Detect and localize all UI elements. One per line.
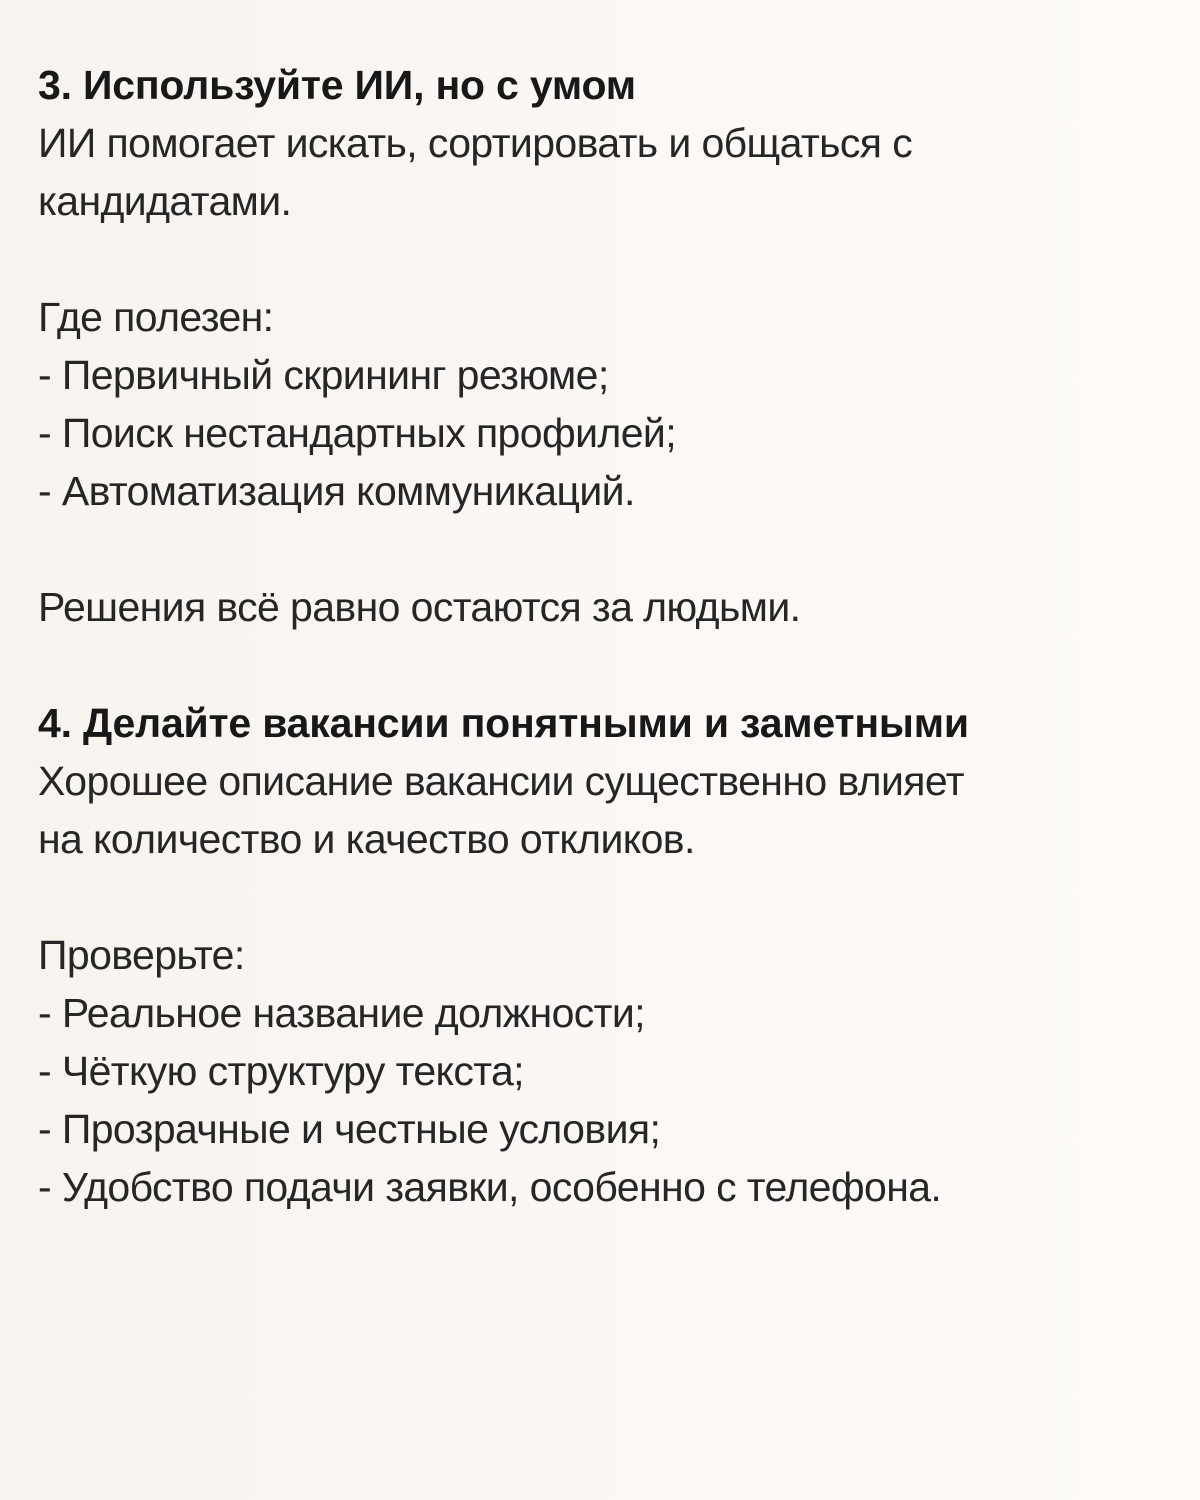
list-item: - Первичный скрининг резюме; [38,352,609,398]
list-item: - Поиск нестандартных профилей; [38,410,677,456]
section-vacancies-description-line-2: на количество и качество откликов. [38,816,695,862]
list-item: - Автоматизация коммуникаций. [38,468,635,514]
section-vacancies-list-heading: Проверьте: [38,932,245,978]
list-item: - Чёткую структуру текста; [38,1048,524,1094]
list-item: - Реальное название должности; [38,990,645,1036]
section-ai-list-heading: Где полезен: [38,294,274,340]
section-vacancies [38,694,1200,1216]
section-ai-description-line-1: ИИ помогает искать, сортировать и общаться с [38,120,913,166]
section-ai-list [38,346,1200,520]
section-vacancies-list [38,984,1200,1216]
spacer [38,520,1200,578]
section-ai-conclusion: Решения всё равно остаются за людьми. [38,584,801,630]
list-item: - Прозрачные и честные условия; [38,1106,661,1152]
section-vacancies-description-line-1: Хорошее описание вакансии существенно влияет [38,758,964,804]
section-vacancies-title: 4. Делайте вакансии понятными и заметными [38,700,969,746]
list-item: - Удобство подачи заявки, особенно с телефона. [38,1164,942,1210]
section-ai [38,56,1200,636]
section-ai-description-line-2: кандидатами. [38,178,292,224]
spacer [38,636,1200,694]
section-ai-title: 3. Используйте ИИ, но с умом [38,62,636,108]
spacer [38,230,1200,288]
spacer [38,868,1200,926]
